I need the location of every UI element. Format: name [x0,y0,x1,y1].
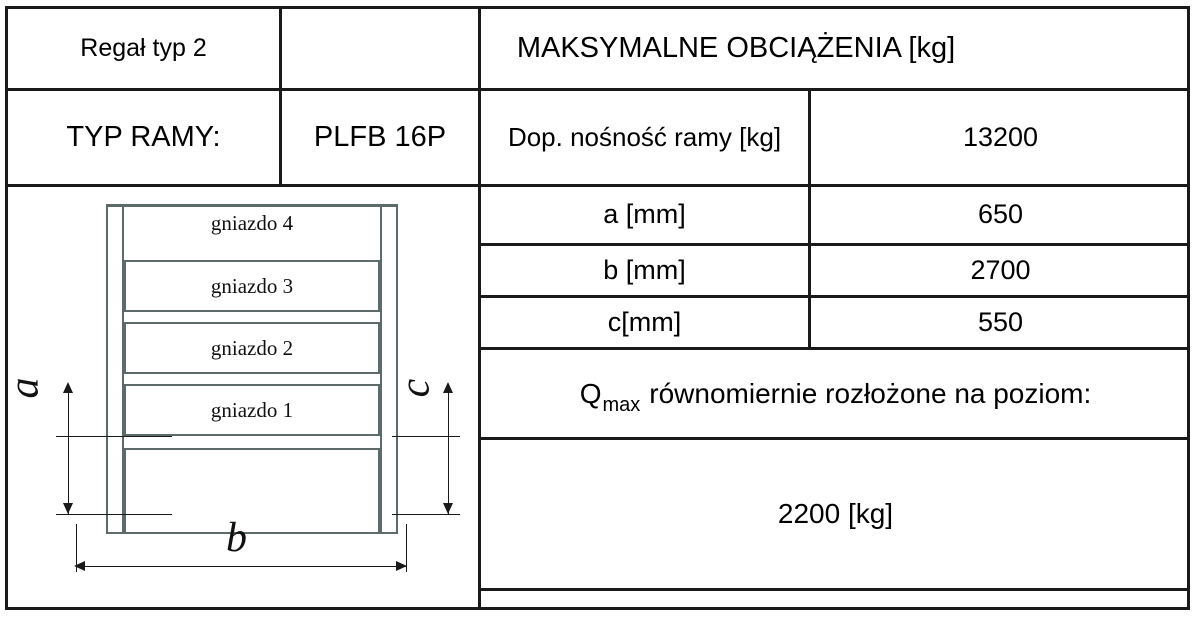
max-loads-header: MAKSYMALNE OBCIĄŻENIA [kg] [516,32,956,65]
dim-a-letter: a [1,377,48,399]
qmax-prefix: Q [579,377,602,409]
qmax-text: równomiernie rozłożone na poziom: [649,377,1092,409]
qmax-expression [579,377,1092,416]
qmax-subscript: max [602,393,641,416]
dim-a-label: a [mm] [603,199,686,230]
qmax-row [481,350,1190,437]
frame-type-value: PLFB 16P [313,121,447,154]
dim-b-arrow-left [74,561,85,571]
qmax-value: 2200 [kg] [777,498,894,530]
dim-c-label: c[mm] [607,306,682,337]
shelf-box-base [124,448,380,534]
dim-b-value: 2700 [970,254,1031,285]
rack-upright-left [106,204,124,534]
rack-drawing [1,186,478,610]
table-hline-7 [478,588,1190,591]
frame-type-label: TYP RAMY: [66,121,221,154]
dim-c-ext-bottom [392,514,460,515]
shelf-box-3: gniazdo 3 [124,260,380,312]
dim-c-arrow-bottom [443,503,453,514]
shelf-box-2: gniazdo 2 [124,322,380,374]
dim-a-ext-top [56,436,172,437]
dim-a-arrow-bottom [63,503,73,514]
rack-top-beam [106,204,398,207]
rack-upright-right [380,204,398,534]
rack-type-cell: Regał typ 2 [80,33,207,62]
dim-a-arrow-top [63,382,73,393]
frame-capacity-label: Dop. nośność ramy [kg] [507,122,782,153]
dim-b-line [76,566,406,567]
dim-a-value: 650 [977,199,1024,230]
shelf-box-1: gniazdo 1 [124,384,380,436]
dim-a-line [68,384,69,514]
dim-b-label: b [mm] [603,254,686,285]
dim-c-arrow-top [443,382,453,393]
dim-c-letter: c [392,378,439,398]
dim-b-arrow-right [396,561,407,571]
dim-c-value: 550 [977,306,1024,337]
frame-capacity-value: 13200 [962,121,1039,152]
slot-label-4: gniazdo 4 [210,211,294,235]
dim-c-ext-top [392,436,460,437]
dim-c-line [448,384,449,514]
dim-b-letter: b [226,515,247,561]
dim-a-ext-bottom [56,514,172,515]
